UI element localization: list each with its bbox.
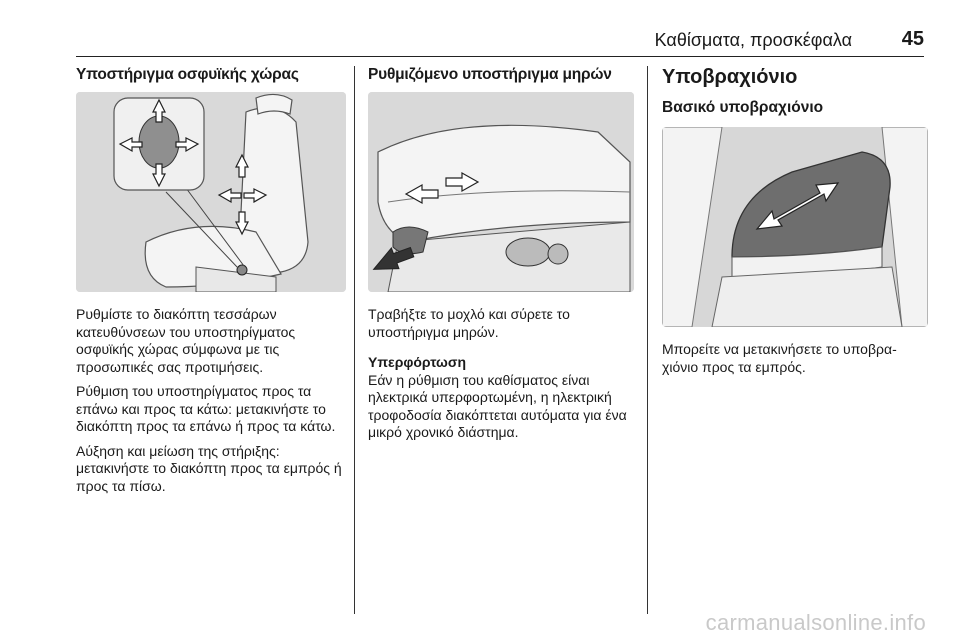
thigh-support-section: [368, 66, 638, 449]
lumbar-support-illustration: [76, 92, 346, 292]
lumbar-paragraph: Ρυθμίστε το διακόπτη τεσσάρων κατευθύνσεων του υποστηρίγματος οσφυϊκής χώρας σύμφωνα με τις προσωπικές σας προτιμήσεις.: [76, 306, 296, 375]
overload-heading: Υπερφόρτωση: [368, 354, 467, 370]
watermark: carmanualsonline.info: [705, 610, 926, 635]
column-divider: [647, 66, 648, 614]
armrest-title: Υποβραχιόνιο: [662, 66, 798, 88]
lumbar-paragraph: Αύξηση και μείωση της στήριξης: μετακινήστε το διακόπτη προς τα εμπρός ή προς τα πίσω.: [76, 442, 342, 494]
header-rule: [76, 56, 924, 57]
armrest-illustration: [662, 127, 928, 327]
armrest-section: [662, 66, 928, 383]
thigh-support-illustration: [368, 92, 634, 292]
page-number: 45: [901, 28, 924, 50]
thigh-paragraph: Τραβήξτε το μοχλό και σύρετε το υποστήριγμα μηρών.: [368, 306, 570, 340]
lumbar-support-title: Υποστήριγμα οσφυϊκής χώρας: [76, 66, 299, 83]
overload-paragraph: Εάν η ρύθμιση του καθίσματος είναι ηλεκτρικά υπερφορτωμένη, η ηλεκτρική τροφοδοσία διακόπτεται αυτόματα για ένα μικρό χρονικό διάστημα.: [368, 371, 627, 440]
column-divider: [354, 66, 355, 614]
header-title: Καθίσματα, προσκέφαλα: [654, 30, 852, 50]
thigh-support-title: Ρυθμιζόμενο υποστήριγμα μηρών: [368, 66, 612, 83]
lumbar-support-section: [76, 66, 346, 502]
lumbar-paragraph: Ρύθμιση του υποστηρίγματος προς τα επάνω και προς τα κάτω: μετακινήστε το διακόπτη προς τα επάνω ή προς τα κάτω.: [76, 383, 336, 434]
page-header: [76, 26, 924, 54]
armrest-paragraph: Μπορείτε να μετακινήσετε το υποβρα-χιόνιο προς τα εμπρός.: [662, 341, 897, 375]
armrest-subtitle: Βασικό υποβραχιόνιο: [662, 99, 824, 116]
